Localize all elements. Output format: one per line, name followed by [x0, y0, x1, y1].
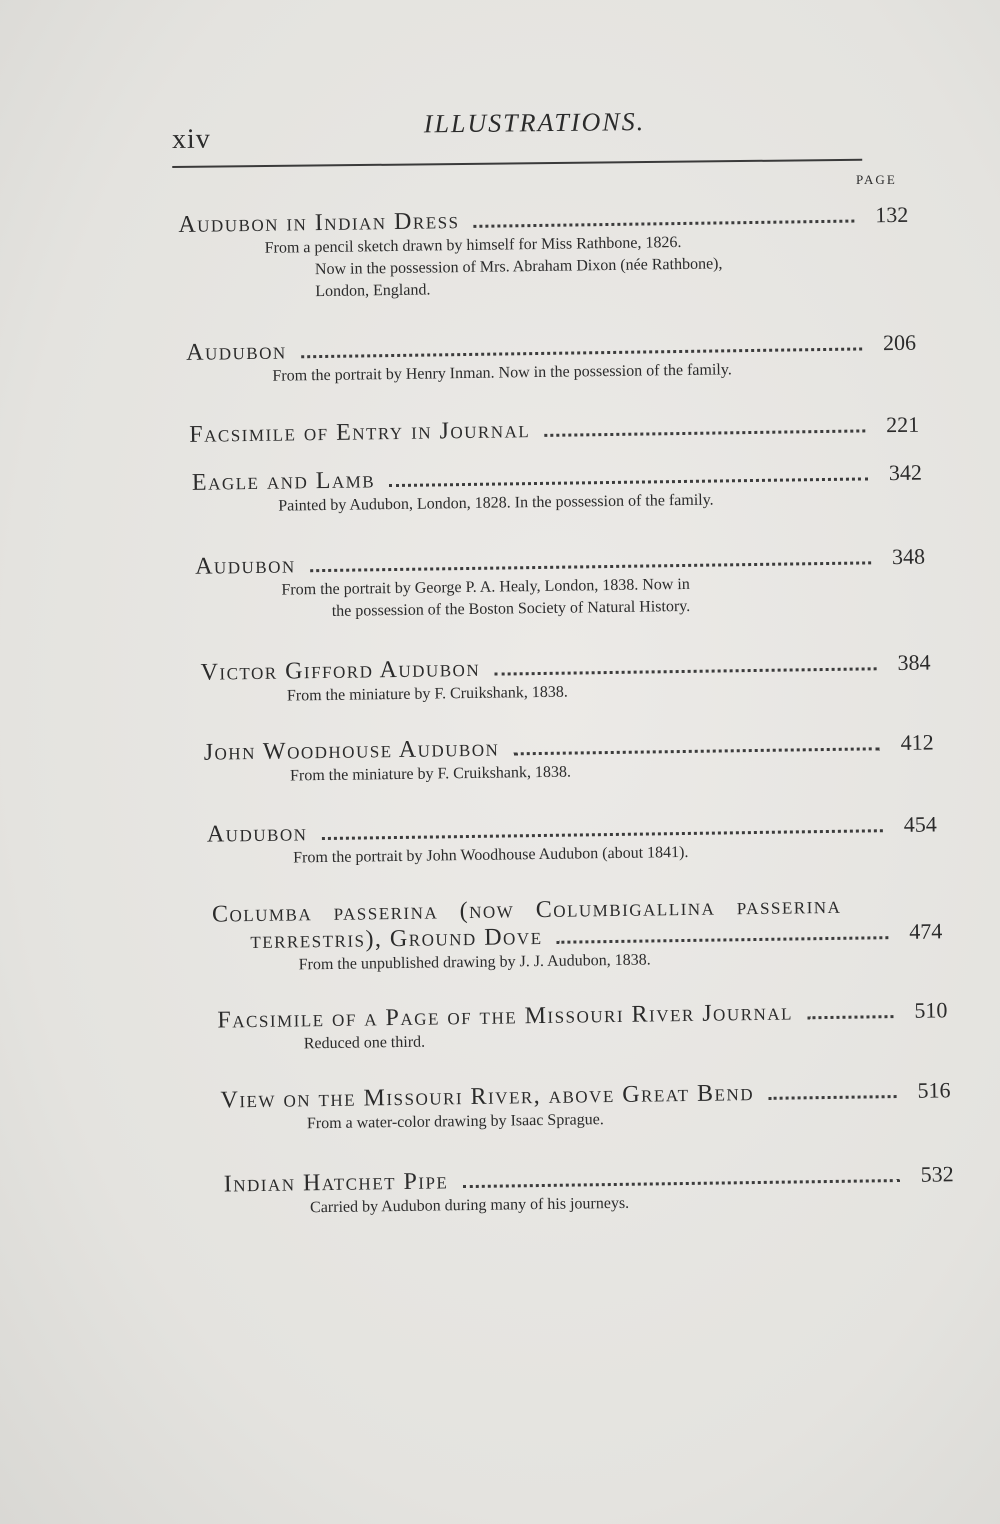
caption-line: From a water-color drawing by Isaac Sprague. — [306, 1111, 604, 1133]
entry-page: 384 — [897, 649, 931, 675]
illustrations-list — [178, 189, 954, 1217]
list-item — [224, 1161, 955, 1220]
entry-page: 532 — [920, 1161, 954, 1187]
caption-line: the possession of the Boston Society of Natural History. — [331, 597, 691, 620]
entry-page: 221 — [886, 411, 920, 438]
caption-line: Now in the possession of Mrs. Abraham Dixon (née Rathbone), — [314, 255, 723, 279]
list-item — [200, 650, 931, 709]
caption-line: From the miniature by F. Cruikshank, 1838. — [286, 683, 568, 705]
caption-line: From the miniature by F. Cruikshank, 1838. — [289, 763, 572, 785]
caption-line: London, England. — [315, 281, 431, 301]
entry-title: Audubon in Indian Dress — [178, 208, 460, 238]
entry-page: 342 — [888, 459, 923, 486]
page-header — [172, 105, 863, 172]
page-column-label: PAGE — [856, 172, 897, 187]
dot-leader — [807, 1015, 894, 1019]
caption-line: Carried by Audubon during many of his journeys. — [309, 1194, 630, 1217]
dot-leader — [462, 1179, 899, 1188]
entry-page: 454 — [903, 811, 937, 837]
list-item — [178, 202, 909, 305]
dot-leader — [494, 667, 876, 675]
entry-title: Indian Hatchet Pipe — [223, 1168, 449, 1198]
list-item — [195, 544, 926, 625]
caption-line: Reduced one third. — [303, 1033, 426, 1053]
page-number: xiv — [171, 123, 211, 155]
dot-leader — [389, 477, 868, 487]
entry-caption — [265, 230, 826, 304]
list-item — [207, 811, 938, 870]
entry-title: Audubon — [185, 338, 287, 366]
dot-leader — [768, 1095, 897, 1100]
entry-page: 474 — [909, 918, 943, 944]
entry-title: View on the Missouri River, above Great Bend — [220, 1080, 755, 1114]
list-item — [220, 1077, 951, 1136]
entry-title: John Woodhouse Audubon — [203, 735, 500, 766]
entry-page: 348 — [891, 543, 926, 570]
dot-leader — [310, 561, 871, 572]
entry-page: 132 — [875, 201, 909, 228]
list-item — [217, 997, 948, 1056]
list-item — [212, 891, 943, 977]
caption-line: From the portrait by Henry Inman. Now in the possession of the family. — [272, 361, 732, 385]
running-head: ILLUSTRATIONS. — [423, 107, 646, 139]
header-rule — [172, 159, 862, 168]
entry-title: Columba passerina (now Columbigallina passerina — [211, 892, 842, 928]
entry-title: Facsimile of Entry in Journal — [189, 417, 531, 448]
entry-page: 510 — [914, 997, 948, 1023]
caption-line: Painted by Audubon, London, 1828. In the possession of the family. — [278, 491, 714, 515]
caption-line: From the unpublished drawing by J. J. Audubon, 1838. — [298, 951, 651, 974]
list-item — [186, 330, 917, 389]
entry-page: 412 — [900, 729, 934, 755]
entry-title-continued: terrestris), Ground Dove — [250, 923, 543, 955]
entry-title: Eagle and Lamb — [191, 467, 376, 496]
entry-title: Audubon — [206, 820, 308, 848]
entry-title: Victor Gifford Audubon — [200, 655, 481, 686]
caption-line: From a pencil sketch drawn by himself for Miss Rathbone, 1826. — [264, 233, 682, 257]
dot-leader — [513, 747, 879, 755]
entry-caption — [281, 572, 842, 624]
entry-title: Facsimile of a Page of the Missouri River Journal — [217, 999, 794, 1034]
caption-line: From the portrait by John Woodhouse Audubon (about 1841). — [293, 843, 689, 867]
dot-leader — [557, 936, 889, 944]
dot-leader — [474, 220, 855, 228]
list-item — [189, 412, 919, 449]
list-item — [204, 730, 935, 789]
entry-page: 516 — [917, 1077, 951, 1103]
dot-leader — [544, 429, 865, 436]
dot-leader — [301, 347, 862, 358]
entry-page: 206 — [882, 329, 917, 356]
dot-leader — [321, 829, 882, 840]
caption-line: From the portrait by George P. A. Healy, London, 1838. Now in — [281, 575, 690, 599]
entry-title: Audubon — [194, 552, 296, 580]
list-item — [192, 460, 923, 519]
